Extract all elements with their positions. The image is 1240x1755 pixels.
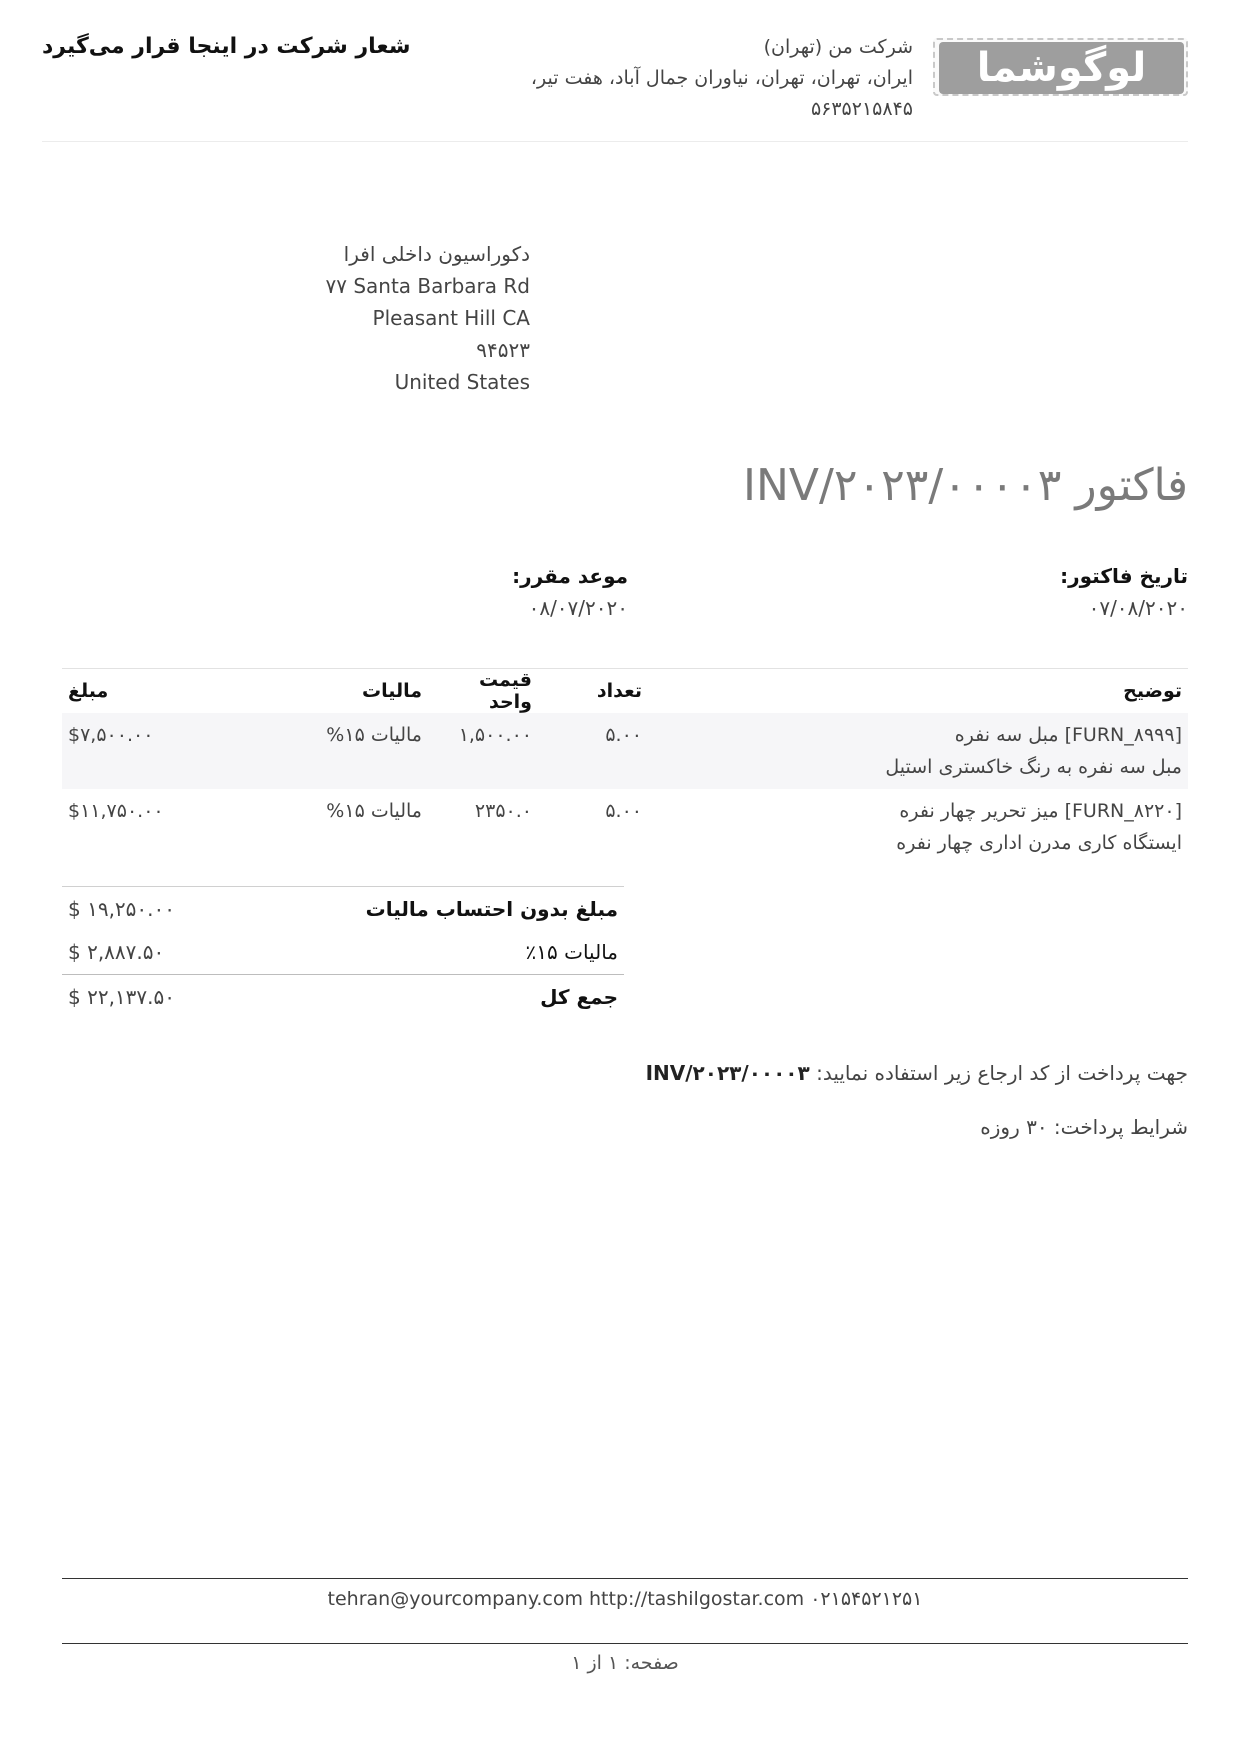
invoice-header bbox=[42, 28, 1188, 142]
company-info bbox=[531, 32, 913, 125]
line-product: [FURN_۸۲۲۰] میز تحریر چهار نفره bbox=[899, 800, 1182, 822]
payment-info bbox=[646, 1046, 1188, 1154]
line-description bbox=[648, 789, 1188, 865]
due-date-box bbox=[512, 560, 628, 624]
payment-reference bbox=[646, 1046, 1188, 1100]
line-product: [FURN_۸۹۹۹] مبل سه نفره bbox=[954, 724, 1182, 746]
total-row bbox=[62, 974, 624, 1018]
header-description: توضیح bbox=[648, 669, 1188, 714]
untaxed-label: مبلغ بدون احتساب مالیات bbox=[365, 896, 618, 921]
payment-reference-text: جهت پرداخت از کد ارجاع زیر استفاده نمایید: bbox=[816, 1061, 1188, 1085]
header-unit-price: قیمت واحد bbox=[428, 669, 538, 714]
company-address: ایران، تهران، تهران، نیاوران جمال آباد، هفت تیر، bbox=[530, 67, 913, 89]
tax-row bbox=[62, 930, 624, 974]
payment-terms: شرایط پرداخت: ۳۰ روزه bbox=[980, 1115, 1188, 1139]
due-date-value: ۰۸/۰۷/۲۰۲۰ bbox=[528, 596, 628, 620]
header-taxes: مالیات bbox=[308, 669, 428, 714]
untaxed-value: $ ۱۹,۲۵۰.۰۰ bbox=[68, 896, 175, 921]
invoice-lines-table bbox=[62, 668, 1188, 865]
payment-reference-code: INV/۲۰۲۳/۰۰۰۰۳ bbox=[645, 1061, 810, 1085]
invoice-date-label: تاریخ فاکتور: bbox=[1060, 564, 1188, 588]
line-tax: مالیات ۱۵% bbox=[326, 800, 422, 822]
invoice-title: فاکتور INV/۲۰۲۳/۰۰۰۰۳ bbox=[743, 460, 1188, 511]
customer-country: United States bbox=[394, 370, 530, 394]
customer-zip: ۹۴۵۲۳ bbox=[476, 338, 530, 362]
page-number: صفحه: ۱ از ۱ bbox=[571, 1652, 679, 1674]
table-header-row bbox=[62, 669, 1188, 714]
customer-name: دکوراسیون داخلی افرا bbox=[343, 242, 530, 266]
line-quantity: ۵.۰۰ bbox=[538, 713, 648, 789]
customer-city: Pleasant Hill CA bbox=[372, 306, 530, 330]
line-unit-price: ۱,۵۰۰.۰۰ bbox=[428, 713, 538, 789]
logo-text: لوگوشما bbox=[939, 42, 1184, 94]
company-name: شرکت من (تهران) bbox=[763, 36, 913, 58]
footer bbox=[62, 1578, 1188, 1644]
table-row bbox=[62, 713, 1188, 789]
invoice-dates bbox=[62, 560, 1188, 620]
line-description bbox=[648, 713, 1188, 789]
total-label: جمع کل bbox=[540, 984, 618, 1009]
totals-box bbox=[62, 886, 624, 1018]
table-row bbox=[62, 789, 1188, 865]
company-logo bbox=[933, 38, 1188, 96]
line-quantity: ۵.۰۰ bbox=[605, 800, 642, 822]
tax-value: $ ۲,۸۸۷.۵۰ bbox=[68, 940, 165, 964]
total-value: $ ۲۲,۱۳۷.۵۰ bbox=[68, 984, 175, 1009]
company-phone: ۵۶۳۵۲۱۵۸۴۵ bbox=[810, 98, 913, 120]
invoice-date-value: ۰۷/۰۸/۲۰۲۰ bbox=[1088, 596, 1188, 620]
line-unit-price: ۲۳۵۰.۰ bbox=[474, 800, 532, 822]
company-tagline: شعار شرکت در اینجا قرار می‌گیرد bbox=[42, 34, 411, 59]
header-quantity: تعداد bbox=[538, 669, 648, 714]
line-detail: ایستگاه کاری مدرن اداری چهار نفره bbox=[896, 832, 1182, 854]
line-detail: مبل سه نفره به رنگ خاکستری استیل bbox=[885, 756, 1182, 778]
line-amount: $۱۱,۷۵۰.۰۰ bbox=[68, 800, 164, 822]
customer-address bbox=[325, 238, 530, 398]
untaxed-row bbox=[62, 886, 624, 930]
line-tax: مالیات ۱۵% bbox=[308, 713, 428, 789]
customer-street: ۷۷ Santa Barbara Rd bbox=[325, 274, 530, 298]
due-date-label: موعد مقرر: bbox=[512, 564, 628, 588]
tax-label: مالیات ۱۵٪ bbox=[525, 940, 618, 964]
header-amount: مبلغ bbox=[62, 669, 308, 714]
line-amount: $۷,۵۰۰.۰۰ bbox=[62, 713, 308, 789]
footer-contact: tehran@yourcompany.com http://tashilgostar.com ۰۲۱۵۴۵۲۱۲۵۱ bbox=[327, 1588, 923, 1610]
invoice-date-box bbox=[1060, 560, 1188, 624]
